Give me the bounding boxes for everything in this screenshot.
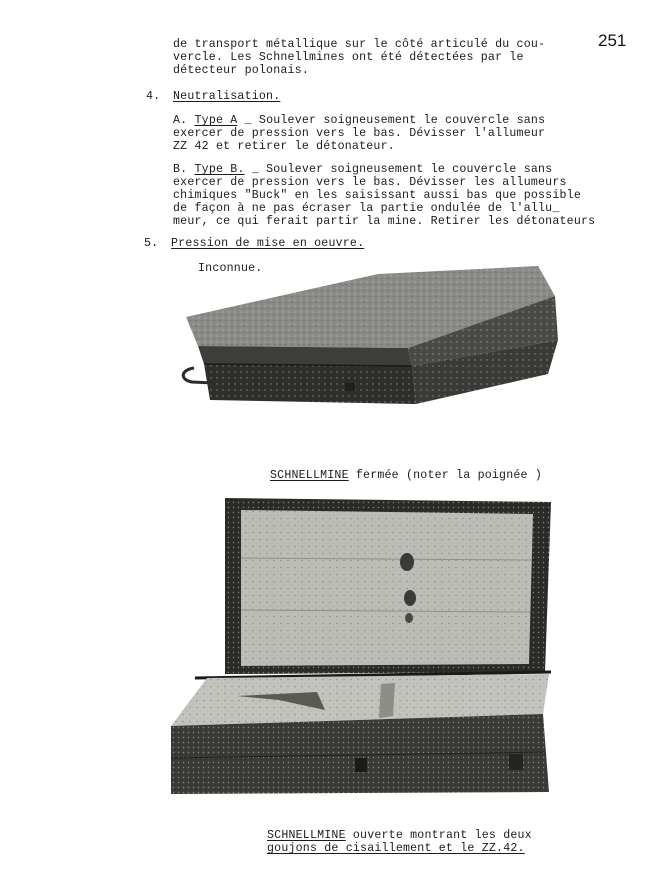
type-b-prefix: B. bbox=[173, 163, 188, 176]
section-4-title: Neutralisation. bbox=[173, 90, 281, 103]
type-b-line-5: meur, ce qui ferait partir la mine. Retirer les détonateurs bbox=[173, 215, 596, 228]
caption-closed-rest: fermée (noter la poignée ) bbox=[348, 469, 542, 482]
caption-open-line-1-rest: ouverte montrant les deux bbox=[345, 829, 532, 842]
section-5-title: Pression de mise en oeuvre. bbox=[171, 237, 365, 250]
type-b-line-3: chimiques "Buck" en les saisissant aussi bas que possible bbox=[173, 189, 581, 202]
closed-mine-photo bbox=[180, 262, 560, 412]
intro-line-2: vercle. Les Schnellmines ont été détectées par le bbox=[173, 51, 524, 64]
section-5-value: Inconnue. bbox=[198, 262, 263, 275]
page-number: 251 bbox=[598, 31, 627, 50]
type-a-prefix: A. bbox=[173, 114, 188, 127]
type-a-line-1 bbox=[173, 114, 545, 128]
type-a-line-2: exercer de pression vers le bas. Dévisser l'allumeur bbox=[173, 127, 546, 140]
caption-closed-subject: SCHNELLMINE bbox=[270, 469, 349, 482]
type-a-line-1-rest: _ Soulever soigneusement le couvercle sans bbox=[237, 114, 546, 127]
type-b-line-2: exercer de pression vers le bas. Dévisser les allumeurs bbox=[173, 176, 567, 189]
type-b-line-1 bbox=[173, 163, 552, 177]
open-mine-photo bbox=[167, 496, 553, 802]
type-a-label: Type A bbox=[194, 114, 238, 127]
intro-line-1: de transport métallique sur le côté articulé du cou- bbox=[173, 38, 546, 51]
type-b-line-1-rest: _ Soulever soigneusement le couvercle sans bbox=[244, 163, 553, 176]
type-b-line-4: de façon à ne pas écraser la partie ondulée de l'allu_ bbox=[173, 202, 560, 215]
type-b-label: Type B. bbox=[194, 163, 245, 176]
caption-open-subject: SCHNELLMINE bbox=[267, 829, 346, 842]
section-4-number: 4. bbox=[146, 90, 161, 103]
caption-closed bbox=[270, 469, 542, 483]
section-5-number: 5. bbox=[144, 237, 159, 250]
caption-open-line-1 bbox=[267, 829, 532, 843]
caption-open-line-2: goujons de cisaillement et le ZZ.42. bbox=[267, 842, 525, 855]
type-a-line-3: ZZ 42 et retirer le détonateur. bbox=[173, 140, 395, 153]
intro-line-3: détecteur polonais. bbox=[173, 64, 309, 77]
